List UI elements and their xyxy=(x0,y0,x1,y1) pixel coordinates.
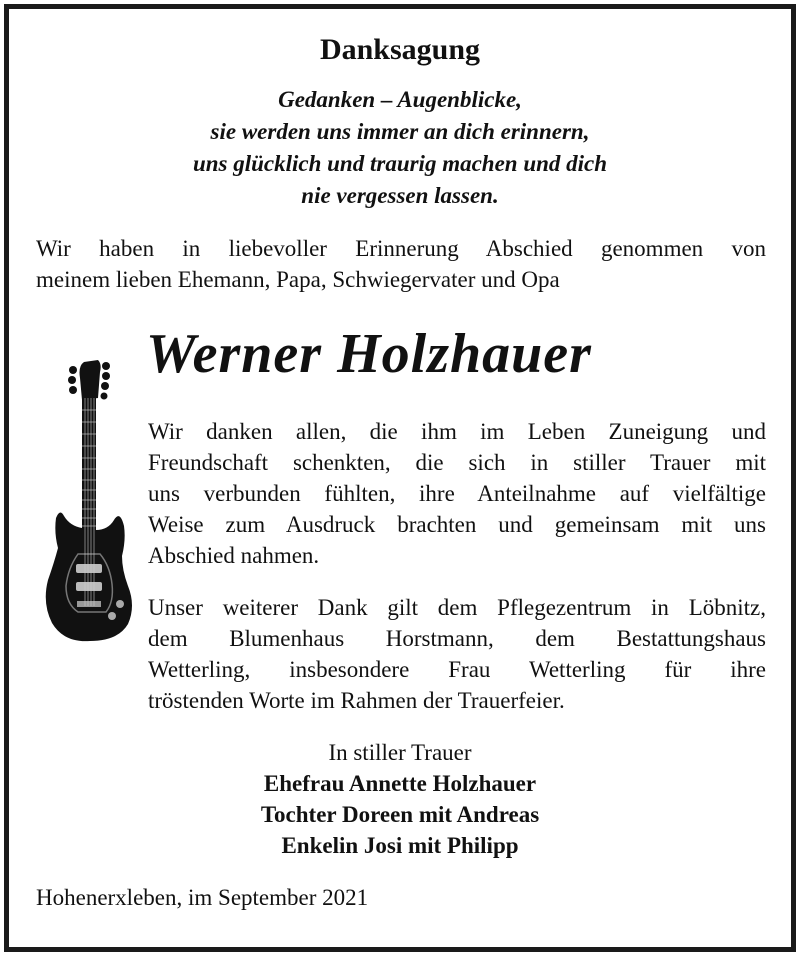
thanks-paragraph-1 xyxy=(148,416,766,571)
intro-line: Wir haben in liebevoller Erinnerung Abschied genommen von xyxy=(36,236,766,261)
paragraph-line: uns verbunden fühlten, ihre Anteilnahme auf vielfältige xyxy=(148,481,766,506)
paragraph-line: Abschied nahmen. xyxy=(148,543,320,568)
place-and-date: Hohenerxleben, im September 2021 xyxy=(36,885,369,910)
paragraph-line: dem Blumenhaus Horstmann, dem Bestattungshaus xyxy=(148,626,766,651)
paragraph-line: Weise zum Ausdruck brachten und gemeinsam mit uns xyxy=(148,512,766,537)
signoff-intro: In stiller Trauer xyxy=(328,740,472,765)
verse-line: sie werden uns immer an dich erinnern, xyxy=(210,119,590,144)
notice-heading: Danksagung xyxy=(319,33,481,66)
paragraph-line: Wir danken allen, die ihm im Leben Zuneigung und xyxy=(148,419,766,444)
verse-line: Gedanken – Augenblicke, xyxy=(278,87,522,112)
intro-text xyxy=(36,233,766,295)
paragraph-line: tröstenden Worte im Rahmen der Trauerfeier. xyxy=(148,688,565,713)
paragraph-line: Unser weiterer Dank gilt dem Pflegezentrum in Löbnitz, xyxy=(148,595,766,620)
paragraph-line: Wetterling, insbesondere Frau Wetterling für ihre xyxy=(148,657,766,682)
mourner-name: Ehefrau Annette Holzhauer xyxy=(263,771,537,796)
mourner-name: Enkelin Josi mit Philipp xyxy=(281,833,519,858)
paragraph-line: Freundschaft schenkten, die sich in stiller Trauer mit xyxy=(148,450,766,475)
deceased-name: Werner Holzhauer xyxy=(146,323,592,385)
intro-line: meinem lieben Ehemann, Papa, Schwiegervater und Opa xyxy=(36,267,560,292)
verse-line: uns glücklich und traurig machen und dich xyxy=(192,151,608,176)
memorial-verse xyxy=(0,84,800,212)
verse-line: nie vergessen lassen. xyxy=(301,183,499,208)
mourners-signoff xyxy=(0,737,800,861)
mourner-name: Tochter Doreen mit Andreas xyxy=(260,802,540,827)
electric-guitar-icon xyxy=(40,358,138,648)
thanks-paragraph-2 xyxy=(148,592,766,716)
